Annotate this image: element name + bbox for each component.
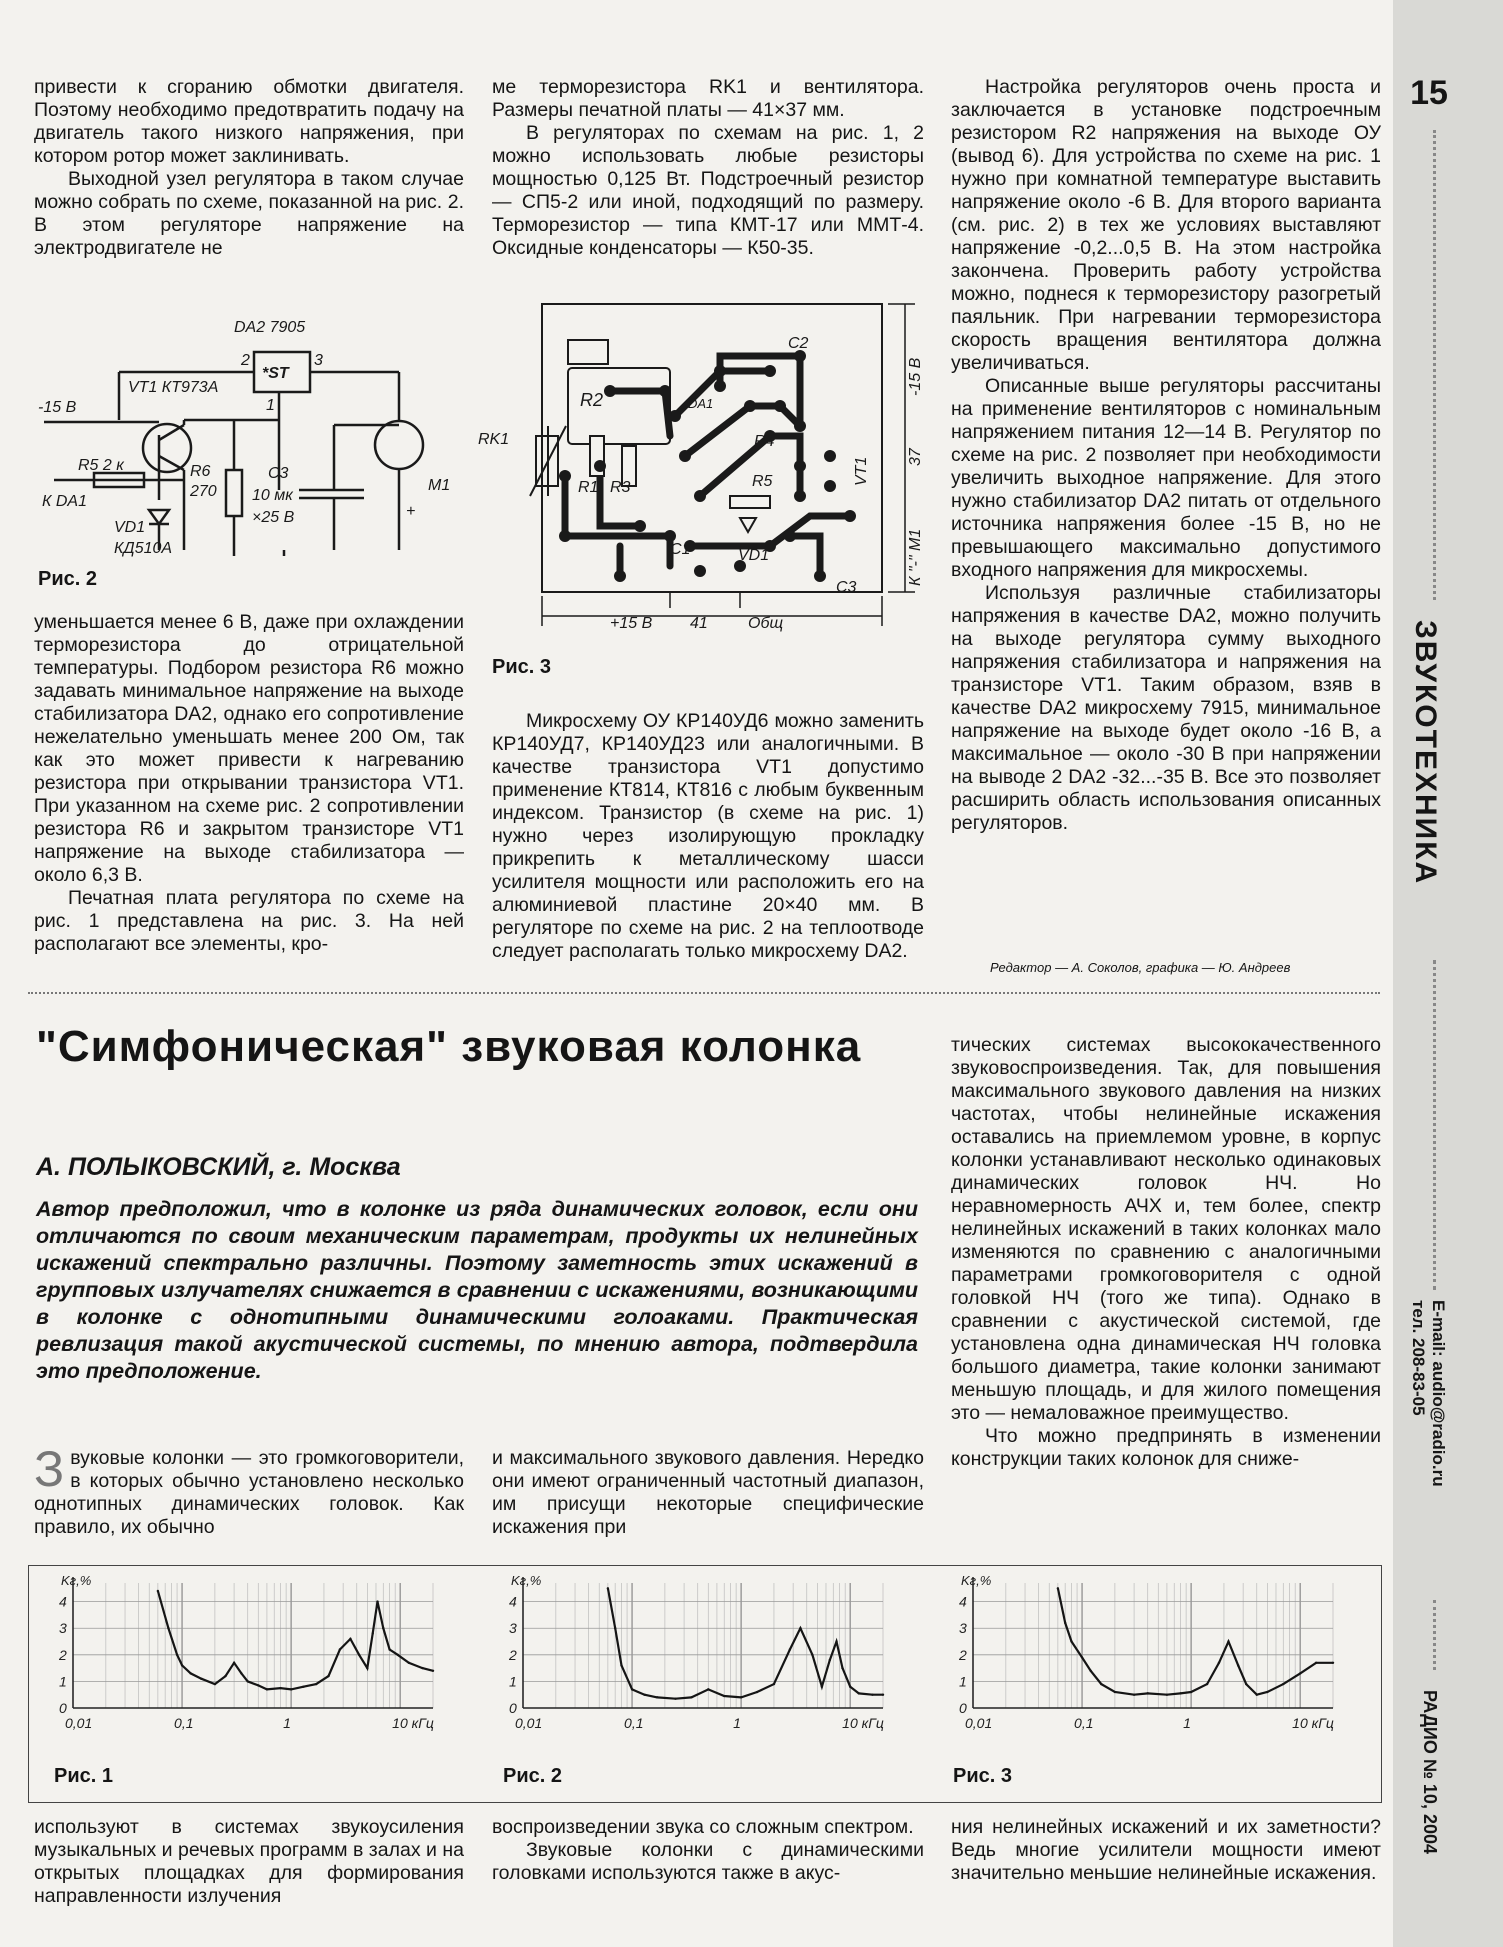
chart-point [643, 1694, 645, 1696]
article-col1 [34, 1441, 464, 1539]
chart-point [1299, 1672, 1301, 1674]
fig2-label: VD1 [114, 519, 146, 536]
chart-point [614, 1627, 616, 1629]
chart-point [376, 1600, 378, 1602]
chart-point [181, 1664, 183, 1666]
chart-point [315, 1683, 317, 1685]
chart-point [339, 1648, 341, 1650]
chart-point [773, 1683, 775, 1685]
chart-point [858, 1692, 860, 1694]
fig3-label: R1 [578, 479, 599, 496]
sidebar-dots [1433, 1600, 1436, 1670]
fig3-label: VD1 [738, 547, 770, 564]
chart-x-tick: 0,01 [65, 1715, 93, 1731]
chart-point [408, 1662, 410, 1664]
chart-y-tick: 4 [59, 1593, 67, 1610]
chart-y-tick: 1 [959, 1673, 967, 1690]
fig3-label: C2 [788, 335, 809, 352]
chart-point [1081, 1656, 1083, 1658]
chart-y-tick: 3 [959, 1620, 967, 1637]
fig3-label: 37 [907, 448, 924, 466]
chart-point [1256, 1694, 1258, 1696]
fig2-label: -15 В [38, 399, 77, 416]
fig2-label: ×25 В [252, 509, 295, 526]
chart-point [829, 1659, 831, 1661]
chart-x-tick: 10 кГц [842, 1715, 884, 1731]
chart-point [382, 1627, 384, 1629]
fig2-label: DA2 7905 [234, 319, 306, 336]
chart-y-label: Kг,% [511, 1573, 542, 1588]
chart-point [302, 1686, 304, 1688]
chart-y-tick: 0 [509, 1700, 517, 1716]
top-col3 [951, 76, 1381, 835]
paragraph: Используя различные стабилизаторы напряжения в качестве DA2, можно получить на выходе регулятора сумму выходного напряжения стабилизатора и напряжения на транзисторе VT1. Таким образом, взяв в качестве DA2 микросхему 7915, минимальное напряжение на выходе будет около -16 В, а максимальное — около -30 В при напряжении на выводе 2 DA2 -32...-35 В. Все это позволяет расширить область использования описанных регуляторов. [951, 582, 1381, 834]
chart-point [327, 1675, 329, 1677]
paragraph: и максимального звукового давления. Нередко они имеют ограниченный частотный диапазон, им присущи некоторые специфические искажения при [492, 1447, 924, 1538]
paragraph: Печатная плата регулятора по схеме на рис. 1 представлена на рис. 3. На ней располагают все элементы, кро- [34, 887, 464, 955]
chart-y-tick: 4 [959, 1593, 967, 1610]
chart-point [656, 1696, 658, 1698]
fig2-label: 1 [266, 397, 275, 414]
chart-point [1100, 1683, 1102, 1685]
fig2-label: 10 мк [252, 487, 293, 504]
figure-2-schematic [34, 310, 468, 570]
chart-point [756, 1691, 758, 1693]
paragraph: ния нелинейных искажений и их заметности? Ведь многие усилители мощности имеют значительно меньшие нелинейные искажения. [951, 1816, 1381, 1884]
chart-point [620, 1664, 622, 1666]
chart-x-tick: 1 [733, 1715, 741, 1731]
chart-series-line [1058, 1588, 1333, 1694]
contact-info: E-mail: audio@radio.ru тел. 208-83-05 [1409, 1300, 1448, 1487]
fig3-label: R4 [754, 433, 775, 450]
chart-point [372, 1632, 374, 1634]
chart-y-tick: 2 [59, 1646, 67, 1663]
chart-point [214, 1683, 216, 1685]
chart-caption: Рис. 2 [503, 1765, 562, 1787]
paragraph: воспроизведении звука со сложным спектром. [492, 1816, 914, 1838]
fig2-label: КД510А [114, 540, 173, 557]
chart-y-tick: 2 [509, 1646, 517, 1663]
chart-point [240, 1672, 242, 1674]
top-col1b [34, 611, 464, 956]
chart-point [1166, 1694, 1168, 1696]
chart-point [1179, 1692, 1181, 1694]
charts-area [28, 1565, 1380, 1805]
chart-point [1070, 1640, 1072, 1642]
paragraph: Выходной узел регулятора в таком случае можно собрать по схеме, показанной на рис. 2. В этом регуляторе напряжение на электродвигателе не [34, 168, 464, 259]
fig2-label: 3 [314, 352, 323, 369]
chart-point [723, 1695, 725, 1697]
paragraph: Микросхему ОУ КР140УД6 можно заменить КР140УД7, КР140УД23 или аналогичными. В качестве транзистора VT1 допустимо применение КТ814, КТ816 с любым буквенным индексом. Транзистор (в схеме на рис. 1) нужно через изолирующую прокладку прикрепить к металлическому шасси усилителя мощности или расположить его на алюминиевой пластине 20×40 мм. В регуляторе по схеме на рис. 2 на теплоотводе следует располагать только микросхему DA2. [492, 710, 924, 962]
figure-caption: Рис. 2 [38, 568, 97, 590]
paragraph: вуковые колонки — это громкоговорители, в которых обычно установлено несколько однотипных динамических головок. Как правило, их обычно [34, 1447, 464, 1538]
article-author: А. ПОЛЫКОВСКИЙ, г. Москва [36, 1153, 401, 1181]
chart-point [176, 1654, 178, 1656]
chart-caption: Рис. 3 [953, 1765, 1012, 1787]
chart-x-tick: 0,1 [624, 1715, 644, 1731]
fig2-label: C3 [268, 465, 289, 482]
fig3-label: R2 [580, 390, 604, 410]
chart-x-tick: 0,1 [174, 1715, 194, 1731]
top-col2b [492, 710, 924, 963]
chart-point [257, 1684, 259, 1686]
bottom-col1 [34, 1816, 464, 1908]
chart-x-tick: 10 кГц [1292, 1715, 1334, 1731]
figure-caption: Рис. 3 [492, 656, 551, 678]
top-col1 [34, 76, 464, 260]
chart-x-tick: 10 кГц [392, 1715, 434, 1731]
chart-point [421, 1667, 423, 1669]
sidebar-dots [1433, 130, 1436, 600]
fig2-label: R5 2 к [78, 457, 124, 474]
fig3-label: C3 [836, 579, 857, 596]
chart-x-tick: 1 [283, 1715, 291, 1731]
fig3-label: R3 [610, 479, 631, 496]
chart-point [1245, 1683, 1247, 1685]
paragraph: ме терморезистора RK1 и вентилятора. Размеры печатной платы — 41×37 мм. [492, 76, 924, 121]
chart-y-label: Kг,% [61, 1573, 92, 1588]
chart-point [1089, 1670, 1091, 1672]
chart-point [674, 1697, 676, 1699]
fig3-label: C1 [670, 541, 691, 558]
chart-point [1206, 1683, 1208, 1685]
chart-point [849, 1686, 851, 1688]
drop-cap: З [34, 1441, 65, 1497]
bottom-col2 [492, 1816, 924, 1885]
chart-y-tick: 2 [959, 1646, 967, 1663]
chart-point [1190, 1691, 1192, 1693]
chart-x-tick: 1 [1183, 1715, 1191, 1731]
chart-point [1237, 1664, 1239, 1666]
page-number: 15 [1410, 74, 1448, 112]
fig2-label: R6 [190, 463, 211, 480]
chart-point [821, 1686, 823, 1688]
chart-point [1147, 1692, 1149, 1694]
chart-caption: Рис. 1 [54, 1765, 113, 1787]
chart-point [1064, 1622, 1066, 1624]
magazine-issue: РАДИО № 10, 2004 [1420, 1690, 1440, 1854]
chart-point [349, 1638, 351, 1640]
chart-point [690, 1696, 692, 1698]
chart-x-tick: 0,01 [515, 1715, 543, 1731]
section-divider [28, 992, 1380, 994]
fig2-label: M1 [428, 477, 451, 494]
article-lead: Автор предположил, что в колонке из ряда динамических головок, если они отличаются по своим механическим параметрам, продукты их нелинейных искажений спектрально различны. Поэтому заметность этих искажений в групповых излучателях снижается в сравнении с искажениями, возникающими в колонке с однотипными динамическими голоаками. Практическая ревлизация такой акустической системы, по мнению автора, подтвердила это предположение. [36, 1197, 918, 1383]
chart-series-line [608, 1588, 883, 1698]
paragraph: уменьшается менее 6 В, даже при охлаждении терморезистора до отрицательной температуры. Подбором резистора R6 можно задавать минимальное напряжение на выходе стабилизатора DA2, однако его сопротивление нежелательно уменьшать менее 200 Ом, так как это может привести к нагреванию резистора при открывании транзистора VT1. При указанном на схеме рис. 2 сопротивлении резистора R6 и закрытом транзисторе VT1 напряжение на выходе стабилизатора — около 6,3 В. [34, 611, 464, 886]
fig2-label: *ST [262, 365, 289, 382]
chart-point [841, 1667, 843, 1669]
chart-point [1266, 1691, 1268, 1693]
chart-point [1057, 1587, 1059, 1589]
chart-point [189, 1672, 191, 1674]
chart-y-tick: 3 [509, 1620, 517, 1637]
paragraph: тических системах высококачественного звуковоспроизведения. Так, для повышения максимального звукового давления на низких частотах, чтобы нелинейные искажения оставались на приемлемом уровне, в корпус колонки устанавливают несколько одинаковых динамических головок НЧ. Но неравномерность АЧХ и, тем более, спектр нелинейных искажений в таких колонках мало изменяются по сравнению с аналогичными параметрами громкоговорителя с одной головкой НЧ (того же типа). Однако в сравнении с акустической системой, где установлена одна динамическая НЧ головка большого диаметра, такие колонки занимают меньшую площадь, и для жилого помещения это — немаловажное преимущество. [951, 1034, 1381, 1424]
fig3-label: VT1 [853, 456, 870, 486]
chart-y-tick: 4 [509, 1593, 517, 1610]
paragraph: используют в системах звукоусиления музыкальных и речевых программ в залах и на открытых площадках для формирования направленности излучения [34, 1816, 464, 1907]
chart-point [266, 1688, 268, 1690]
fig3-label: R5 [752, 473, 773, 490]
fig2-label: VT1 КТ973А [128, 379, 219, 396]
chart-point [224, 1675, 226, 1677]
chart-point [1133, 1694, 1135, 1696]
fig2-label: К DA1 [42, 493, 87, 510]
chart-point [388, 1648, 390, 1650]
chart-y-label: Kг,% [961, 1573, 992, 1588]
chart-point [882, 1694, 884, 1696]
page-sidebar [1393, 0, 1503, 1947]
fig3-label: RK1 [478, 431, 510, 448]
chart-point [707, 1688, 709, 1690]
paragraph: Что можно предпринять в изменении конструкции таких колонок для сниже- [951, 1425, 1381, 1470]
paragraph: Описанные выше регуляторы рассчитаны на применение вентиляторов с номинальным напряжением питания 12—14 В. Регулятор по схеме на рис. 2 позволяет при необходимости увеличить выходное напряжение. Для этого нужно стабилизатор DA2 питать от отдельного источника напряжения более -15 В, но не превышающего максимально допустимого входного напряжения для микросхемы. [951, 375, 1381, 581]
fig3-label: DA1 [688, 396, 714, 411]
bottom-col3 [951, 1816, 1381, 1885]
fig2-label: + [406, 503, 416, 520]
chart-point [167, 1627, 169, 1629]
chart-point [799, 1627, 801, 1629]
article-col2 [492, 1447, 924, 1539]
chart-point [397, 1654, 399, 1656]
chart-point [1282, 1683, 1284, 1685]
chart-y-tick: 1 [509, 1673, 517, 1690]
top-col2 [492, 76, 924, 260]
article-col3 [951, 1034, 1381, 1471]
paragraph: привести к сгоранию обмотки двигателя. Поэтому необходимо предотвратить подачу на двигатель такого низкого напряжения, при котором ротор может заклинивать. [34, 76, 464, 167]
figure-3-pcb [470, 296, 930, 642]
chart-point [1227, 1640, 1229, 1642]
fig3-label: К "-" М1 [907, 528, 924, 586]
chart-point [358, 1654, 360, 1656]
chart-y-tick: 0 [959, 1700, 967, 1716]
chart-x-tick: 0,1 [1074, 1715, 1094, 1731]
fig3-label: -15 В [907, 357, 924, 396]
chart-point [871, 1694, 873, 1696]
chart-point [789, 1648, 791, 1650]
chart-point [1332, 1662, 1334, 1664]
paragraph: Звуковые колонки с динамическими головками используются также в акус- [492, 1839, 924, 1884]
chart-point [607, 1587, 609, 1589]
chart-y-tick: 1 [59, 1673, 67, 1690]
sidebar-dots [1433, 960, 1436, 1290]
chart-point [366, 1667, 368, 1669]
chart-point [835, 1640, 837, 1642]
editor-credit: Редактор — А. Соколов, графика — Ю. Андреев [990, 960, 1291, 975]
section-title: ЗВУКОТЕХНИКА [1409, 620, 1442, 886]
chart-series-line [158, 1591, 433, 1689]
chart-y-tick: 0 [59, 1700, 67, 1716]
chart-point [200, 1678, 202, 1680]
chart-point [740, 1696, 742, 1698]
chart-point [157, 1590, 159, 1592]
chart-x-tick: 0,01 [965, 1715, 993, 1731]
chart-point [290, 1688, 292, 1690]
chart-point [1114, 1691, 1116, 1693]
fig2-label: 2 [241, 352, 250, 369]
fig3-label: Общ [748, 615, 784, 632]
chart-point [279, 1687, 281, 1689]
paragraph: В регуляторах по схемам на рис. 1, 2 можно использовать любые резисторы мощностью 0,125 Вт. Подстроечный резистор — СП5-2 или иной, подходящий по размеру. Терморезистор — типа КМТ-17 или ММТ-4. Оксидные конденсаторы — К50-35. [492, 122, 924, 259]
chart-point [811, 1654, 813, 1656]
chart-point [631, 1688, 633, 1690]
fig2-label: 270 [190, 483, 217, 500]
chart-point [432, 1670, 434, 1672]
chart-point [247, 1680, 249, 1682]
chart-y-tick: 3 [59, 1620, 67, 1637]
chart-point [233, 1662, 235, 1664]
fig3-label: 41 [690, 615, 708, 632]
chart-point [1315, 1662, 1317, 1664]
article-title: "Симфоническая" звуковая колонка [36, 1022, 862, 1071]
paragraph: Настройка регуляторов очень проста и заключается в установке подстроечным резистором R2 напряжения на выходе ОУ (вывод 6). Для устройства по схеме на рис. 1 нужно при комнатной температуре выставить напряжение около -6 В. Для второго варианта (см. рис. 2) в тех же условиях выставляют напряжение -0,2...0,5 В. На этом настройка закончена. Проверить работу устройства можно, поднеся к терморезистору разогретый паяльник. При нагревании терморезистора скорость вращения вентилятора должна увеличиваться. [951, 76, 1381, 374]
chart-point [1218, 1662, 1220, 1664]
fig3-label: +15 В [610, 615, 653, 632]
